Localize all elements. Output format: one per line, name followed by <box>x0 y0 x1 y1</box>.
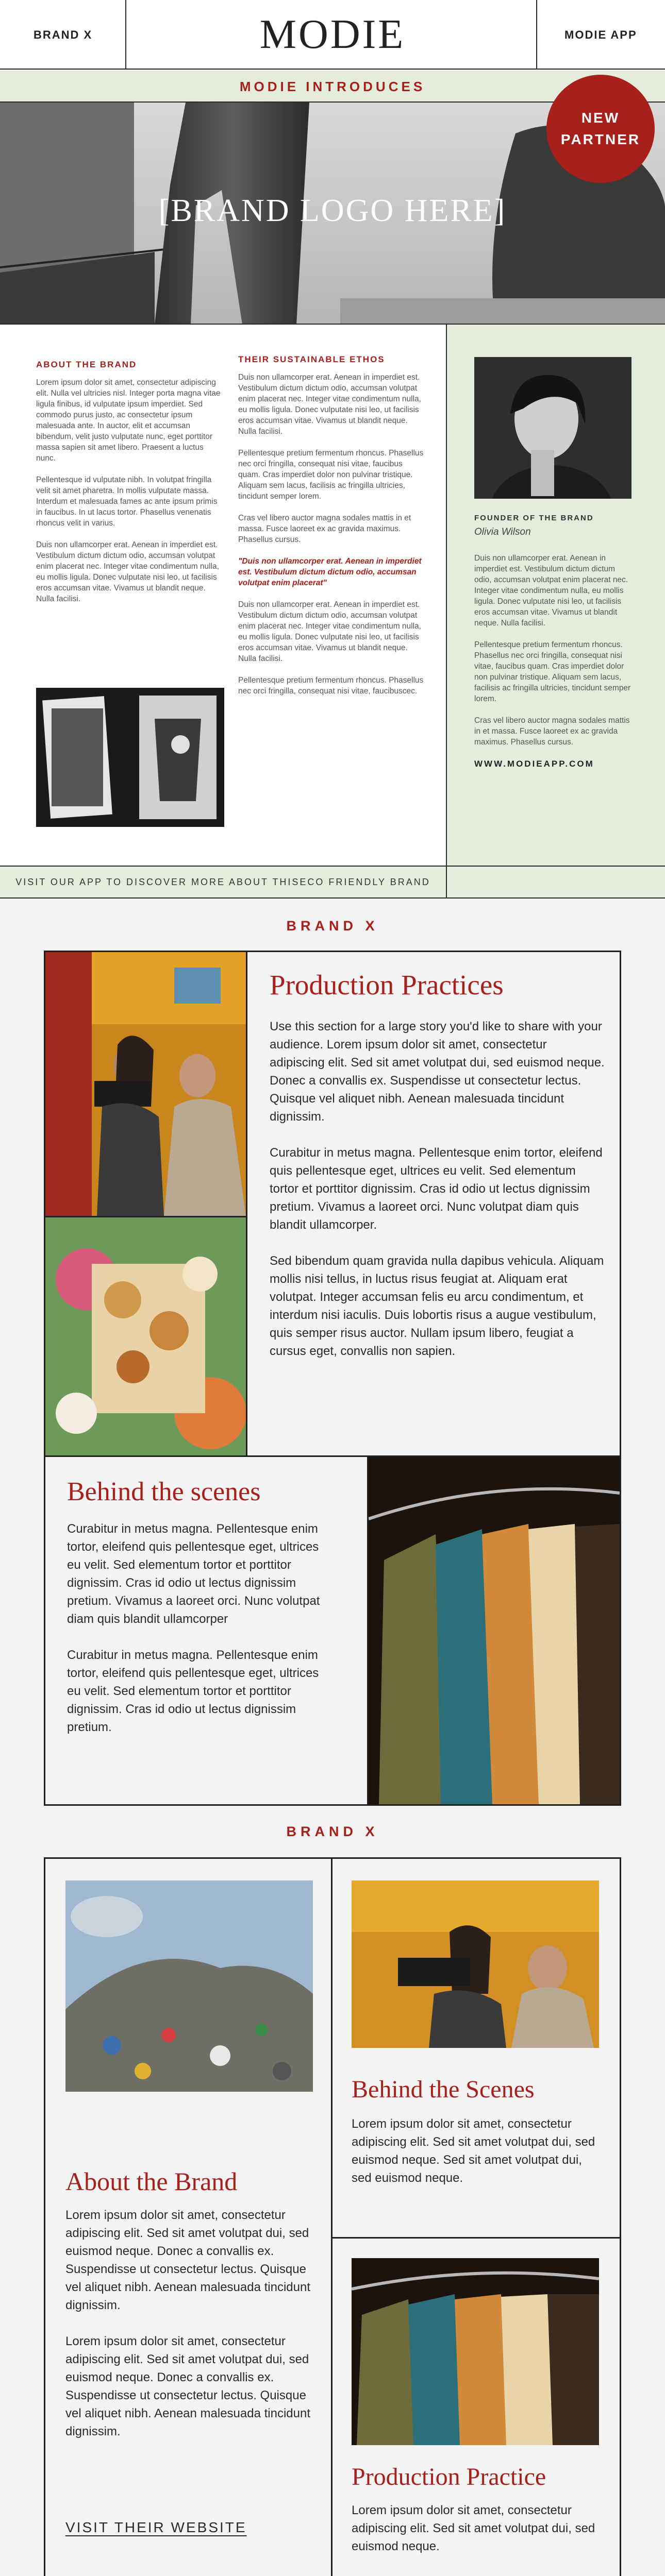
website-url[interactable]: WWW.MODIEAPP.COM <box>474 759 594 769</box>
about-heading: ABOUT THE BRAND <box>36 360 137 369</box>
about-paragraph: Pellentesque id vulputate nibh. In volutpat fringilla velit sit amet pharetra. In mollis vulputate massa. Interdum et malesuada fames ac ante ipsum primis in faucibus. In ut lacus tortor. Phasellus venenatis rhoncus velit in varius. <box>36 476 218 528</box>
ethos-heading: THEIR SUSTAINABLE ETHOS <box>238 354 385 364</box>
divider <box>536 0 537 70</box>
clothes-rack-photo <box>352 2258 599 2445</box>
ethos-paragraph: Cras vel libero auctor magna sodales mattis in et massa. Fusce laoreet ex ac gravida maximus. Phasellus cursus. <box>238 514 411 544</box>
production-body <box>270 1018 605 1378</box>
behind-scenes-body <box>352 2115 604 2205</box>
header-app-label[interactable]: MODIE APP <box>564 28 637 41</box>
ethos-paragraph: Duis non ullamcorper erat. Aenean in imperdiet est. Vestibulum dictum dictum odio, accumsan volutpat enim placerat nec. Integer vitae condimentum nulla, eu mollis ligula. Donec vulputate nisi leo, ut facilisis eros accumsan vitae. Vivamus ut blandit neque. Nulla facilisi. <box>238 373 421 436</box>
badge-line-2: PARTNER <box>560 131 641 147</box>
landfill-photo <box>65 1880 313 2092</box>
about-paragraph: Duis non ullamcorper erat. Aenean in imperdiet est. Vestibulum dictum dictum odio, accumsan volutpat enim placerat nec. Integer vitae condimentum nulla, eu mollis ligula. Donec vulputate nisi leo, ut facilisis eros accumsan vitae. Vivamus ut blandit neque. Nulla facilisi. <box>36 540 219 603</box>
founder-portrait <box>474 357 631 499</box>
about-paragraph: Lorem ipsum dolor sit amet, consectetur adipiscing elit. Nulla vel ultricies nisl. Integer porta magna vitae ligula finibus, id vulputate ipsum imperdiet. Sed commodo purus justo, ac consectetur ipsum malesuada ante. In auctor, elit et accumsan bibendum, velit justo vulputate nunc, eget porttitor massa sapien sit amet libero. Praesent a luctus nunc. <box>36 378 221 463</box>
brand-logo-placeholder: [BRAND LOGO HERE] <box>158 193 507 228</box>
intro-bar: MODIE INTRODUCES <box>0 71 665 103</box>
behind-body <box>67 1520 335 1754</box>
ethos-paragraph: Pellentesque pretium fermentum rhoncus. Phasellus nec orci fringilla, consequat nisi vitae, faucibuscec. <box>238 676 424 696</box>
production-practice-heading: Production Practice <box>352 2463 546 2490</box>
about-brand-paragraph: Lorem ipsum dolor sit amet, consectetur adipiscing elit. Sed sit amet volutpat dui, sed euismod neque. Donec a convallis ex. Suspendisse ut consectetur lectus. Quisque vel aliquet nibh. Aenean malesuada tincidunt dignissim. <box>65 2208 311 2312</box>
logo-text: MODIE <box>259 12 406 57</box>
divider <box>332 2237 620 2239</box>
about-column <box>36 359 224 615</box>
production-practice-paragraph: Lorem ipsum dolor sit amet, consectetur adipiscing elit. Sed sit amet volutpat dui, sed euismod neque. <box>352 2503 595 2553</box>
founder-paragraph: Cras vel libero auctor magna sodales mattis in et massa. Fusce laoreet ex ac gravida maximus. Phasellus cursus. <box>474 716 630 747</box>
visit-website-link[interactable]: VISIT THEIR WEBSITE <box>65 2519 247 2535</box>
about-brand-paragraph: Lorem ipsum dolor sit amet, consectetur adipiscing elit. Sed sit amet volutpat dui, sed euismod neque. Donec a convallis ex. Suspendisse ut consectetur lectus. Quisque vel aliquet nibh. Aenean malesuada tincidunt dignissim. <box>65 2334 311 2438</box>
founder-name: Olivia Wilson <box>474 527 531 537</box>
divider <box>246 952 247 1455</box>
food-flatlay-photo <box>45 1217 246 1455</box>
behind-scenes-heading: Behind the Scenes <box>352 2076 535 2103</box>
section-brand-label: BRAND X <box>286 918 379 934</box>
founder-info <box>474 513 634 769</box>
behind-paragraph: Curabitur in metus magna. Pellentesque enim tortor, eleifend quis pellentesque eget, ultrices eu velit. Sed elementum tortor et porttitor dignissim. Cras id odio ut lectus dignissim pretium. Vivamus a laoreet orci. Nunc volutpat diam quis blandit ullamcorper <box>67 1522 320 1626</box>
header <box>0 0 665 70</box>
ethos-column <box>238 354 424 707</box>
behind-scenes-paragraph: Lorem ipsum dolor sit amet, consectetur adipiscing elit. Sed sit amet volutpat dui, sed euismod neque. Sed sit amet volutpat dui, sed euismod neque. <box>352 2117 595 2185</box>
section-brand-label: BRAND X <box>286 1824 379 1839</box>
production-practice-body <box>352 2501 604 2573</box>
production-paragraph: Curabitur in metus magna. Pellentesque enim tortor, eleifend quis pellentesque eget, ultrices eu velit. Sed elementum tortor et porttitor dignissim. Cras id odio ut lectus dignissim pretium. Vivamus a laoreet orci. Nunc volutpat diam quis blandit ullamcorper. <box>270 1146 603 1232</box>
visit-bar-spacer <box>446 866 665 899</box>
about-brand-body <box>65 2206 318 2459</box>
about-brand-heading: About the Brand <box>65 2167 238 2196</box>
header-brand-label: BRAND X <box>34 28 93 41</box>
new-partner-badge <box>546 75 655 183</box>
ethos-paragraph: Duis non ullamcorper erat. Aenean in imperdiet est. Vestibulum dictum dictum odio, accumsan volutpat enim placerat nec. Integer vitae condimentum nulla, eu mollis ligula. Donec vulputate nisi leo, ut facilisis eros accumsan vitae. Vivamus ut blandit neque. Nulla facilisi. <box>238 600 421 663</box>
visit-app-bar[interactable]: VISIT OUR APP TO DISCOVER MORE ABOUT THISECO FRIENDLY BRAND <box>0 866 446 899</box>
filming-photo <box>352 1880 599 2048</box>
production-paragraph: Use this section for a large story you'd like to share with your audience. Lorem ipsum dolor sit amet, consectetur adipiscing elit. Sed sit amet volutpat dui, sed euismod neque. Donec a convallis ex. Suspendisse ut consectetur lectus. Quisque vel aliquet nibh. Aenean malesuada tincidunt dignissim. <box>270 1020 605 1124</box>
founder-title: FOUNDER OF THE BRAND <box>474 514 594 522</box>
behind-heading: Behind the scenes <box>67 1477 261 1506</box>
divider <box>331 1859 332 2576</box>
pull-quote: "Duis non ullamcorper erat. Aenean in imperdiet est. Vestibulum dictum dictum odio, accumsan volutpat enim placerat" <box>238 557 422 587</box>
badge-line-1: NEW <box>581 110 620 126</box>
production-paragraph: Sed bibendum quam gravida nulla dapibus vehicula. Aliquam mollis nisi tellus, in luctus risus feugiat at. Aliquam erat volutpat. Integer accumsan felis eu arcu condimentum, et interdum nisi iaculis. Duis lobortis risus a augue vestibulum, quis semper risus auctor. Nullam ipsum libero, feugiat a cursus eget, convallis non sapien. <box>270 1254 604 1358</box>
clothing-rack-photo <box>369 1457 620 1804</box>
production-heading: Production Practices <box>270 969 504 1001</box>
behind-paragraph: Curabitur in metus magna. Pellentesque enim tortor, eleifend quis pellentesque eget, ultrices eu velit. Sed elementum tortor et porttitor dignissim. Cras id odio ut lectus dignissim pretium. <box>67 1648 319 1734</box>
videographers-photo <box>45 952 246 1216</box>
ethos-paragraph: Pellentesque pretium fermentum rhoncus. Phasellus nec orci fringilla, consequat nisi vitae, faucibus quam. Cras imperdiet dolor non pulvinar tristique. Aliquam sem lacus, facilisis ac fringilla ultricies, tincidunt semper lorem. <box>238 449 424 501</box>
denim-inset-photo <box>36 688 224 827</box>
founder-paragraph: Duis non ullamcorper erat. Aenean in imperdiet est. Vestibulum dictum dictum odio, accumsan volutpat enim placerat nec. Integer vitae condimentum nulla, eu mollis ligula. Donec vulputate nisi leo, ut facilisis eros accumsan vitae. Vivamus ut blandit neque. Nulla facilisi. <box>474 554 628 628</box>
founder-paragraph: Pellentesque pretium fermentum rhoncus. Phasellus nec orci fringilla, consequat nisi vitae, faucibus quam. Cras imperdiet dolor non pulvinar tristique. Aliquam sem lacus, facilisis ac fringilla ultricies, tincidunt semper lorem. <box>474 640 631 703</box>
